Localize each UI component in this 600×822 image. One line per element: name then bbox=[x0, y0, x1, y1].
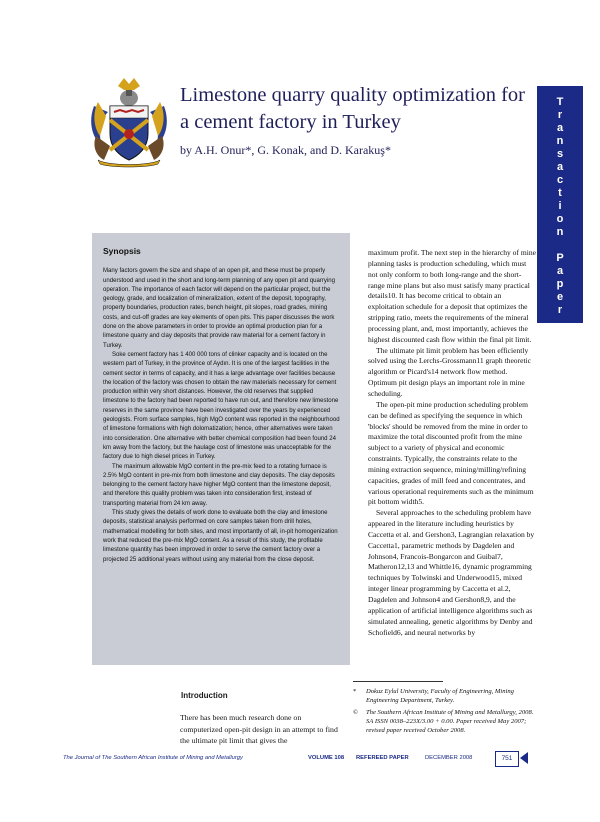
paper-title: Limestone quarry quality optimization for a cement factory in Turkey bbox=[180, 84, 525, 133]
transaction-paper-sidebar bbox=[537, 86, 583, 323]
paper-type-label: REFEREED PAPER bbox=[356, 755, 409, 761]
footnote-copyright bbox=[353, 708, 538, 735]
body-paragraph: The open-pit mine production scheduling problem can be defined as specifying the sequence in which 'blocks' should be removed from the mine in order to maximize the total discounted profit from the mine subject to a variety of physical and economic constraints. Typically, the constraints relate to the mining extraction sequence, mining/milling/refining capacities, grades of mill feed and concentrates, and various operational requirements such as the minimum pit bottom width5. bbox=[368, 399, 534, 507]
synopsis-box bbox=[92, 233, 350, 665]
footnote-affiliation bbox=[353, 687, 538, 705]
footnote-text: Dokuz Eylul University, Faculty of Engineering, Mining Engineering Department, Turkey. bbox=[366, 688, 514, 705]
body-paragraph: The ultimate pit limit problem has been efficiently solved using the Lerchs-Grossmann11 graph theoretic algorithm or Picard's14 network flow method. Optimum pit design plays an important role in mine scheduling. bbox=[368, 345, 531, 398]
synopsis-paragraph: This study gives the details of work done to evaluate both the clay and limestone deposits, statistical analysis performed on core samples taken from drill holes, mathematical modelling for both sites, and most importantly of all, in-pit homogenization work that reduced the pre-mix MgO content. As a result of this study, the profitable limestone quantity has been improved in order to serve the cement factory over a projected 25 additional years without using any material from the close deposit. bbox=[103, 510, 338, 563]
synopsis-paragraph: The maximum allowable MgO content in the pre-mix feed to a rotating furnace is 2.5% MgO content in pre-mix from both limestone and clay deposits. The clay deposits belonging to the cement factory have higher MgO content than the limestone deposit, and therefore this quality problem was taken into consideration first, instead of transporting material from 24 km away. bbox=[103, 463, 335, 507]
body-paragraph: Several approaches to the scheduling problem have appeared in the literature including heuristics by Caccetta et al. and Gershon3, Lagrangian relaxation by Caccetta1, parametric methods by Dagdelen and Johnson4, Francois-Bongarcon and Guibal7, Matheron12,13 and Whittle16, dynamic programming techniques by Tolwinski and Underwood15, mixed integer linear programming by Caccetta et al.2, Dagdelen and Johnson4 and Gershon8,9, and the application of artificial intelligence algorithms such as simulated annealing, genetic algorithms by Denby and Schofield6, and neural networks by bbox=[368, 508, 535, 637]
volume-label: VOLUME 108 bbox=[308, 755, 345, 761]
synopsis-paragraph: Soke cement factory has 1 400 000 tons of clinker capacity and is located on the western part of Turkey, in the province of Aydın. It is one of the largest facilities in the cement sector in terms of capacity, and it has a large advantage over facilities because the location of the factory was chosen to obtain the raw materials necessary for cement production within very short distances. However, the old reserves that supplied limestone to the factory had been reported to have run out, and therefore new limestone reserves in the same province have been investigated over the years by experienced geologists. From surface samples, high MgO content was reported in the neighbourhood of limestone formations with high dolomatization; hence, other alternatives were taken into consideration. One alternative with better chemical composition had been found 24 km away from the factory, but the haulage cost of limestone was unacceptable for the factory due to high diesel prices in Turkey. bbox=[103, 351, 340, 461]
author-line: by A.H. Onur*, G. Konak, and D. Karakuş* bbox=[180, 143, 391, 157]
footnote-rule bbox=[353, 681, 443, 682]
issue-date: DECEMBER 2008 bbox=[425, 755, 473, 761]
page-number: 751 bbox=[495, 751, 519, 767]
body-paragraph: maximum profit. The next step in the hierarchy of mine planning tasks is production scheduling, which must not only conform to both long-range and the short-range mine plans but also must satisfy many practical details10. It has become critical to obtain an exploitation schedule for a deposit that optimizes the stripping ratio, meets the requirements of the mineral processing plant, and, most importantly, achieves the highest discounted cash flow within the final pit limit. bbox=[368, 248, 536, 344]
introduction-text: There has been much research done on computerized open-pit design in an attempt to find the ultimate pit limit that gives the bbox=[180, 713, 338, 745]
journal-name: The Journal of The Southern African Institute of Mining and Metallurgy bbox=[63, 755, 243, 761]
sidebar-label-top: T r a n s a c t i o n bbox=[556, 96, 564, 238]
page-arrow-icon bbox=[519, 751, 529, 765]
sidebar-label-bottom: P a p e r bbox=[556, 252, 564, 316]
synopsis-paragraph: Many factors govern the size and shape of an open pit, and these must be properly understood and used in the short and long-term planning of any open pit and quarrying operation. The importance of each factor will depend on the particular project, but the geology, grade, and localization of mineralization, extent of the deposit, topography, property boundaries, production rates, bench height, pit slopes, road grades, mining costs, and cut-off grades are key elements of open pits. This paper discusses the work done on the above parameters in order to provide an optimal production plan for a limestone quarry and clay deposits that provide raw material for a cement factory in Turkey. bbox=[103, 268, 335, 349]
body-text-column bbox=[368, 248, 536, 638]
introduction-heading: Introduction bbox=[181, 691, 228, 700]
footnote-symbol: * bbox=[353, 688, 357, 695]
footnote-text: The Southern African Institute of Mining and Metallurgy, 2008. SA ISSN 0038–223X/3.00 + 0.00. Paper received May 2007; revised paper received October 2008. bbox=[366, 709, 534, 735]
page-footer bbox=[0, 751, 600, 767]
footnote-symbol: © bbox=[353, 709, 359, 716]
coat-of-arms-icon bbox=[88, 76, 170, 168]
synopsis-heading: Synopsis bbox=[103, 246, 141, 256]
